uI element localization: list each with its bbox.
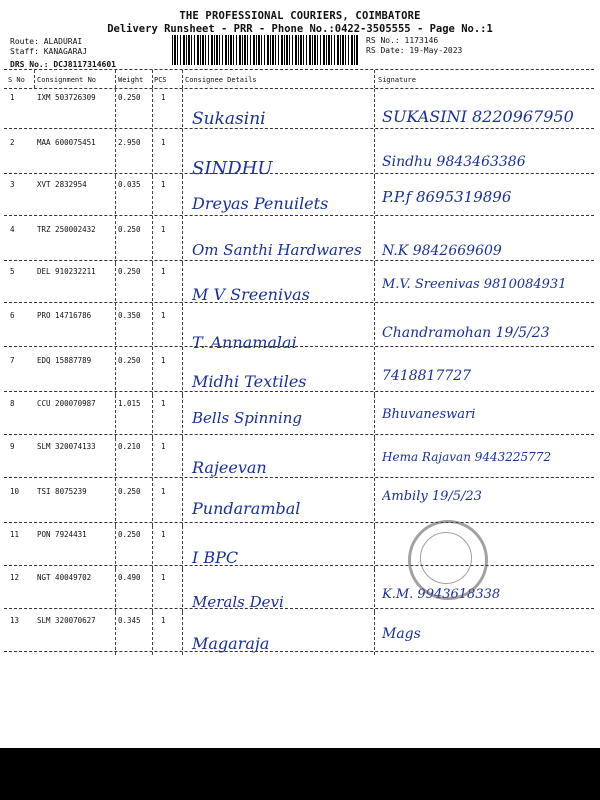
row-pcs: 1 — [161, 138, 166, 147]
row-consignee: Magaraja — [192, 634, 270, 653]
col-header-weight: Weight — [118, 76, 144, 84]
col-divider — [182, 89, 183, 132]
row-consignee: Sukasini — [192, 109, 266, 129]
company-title: THE PROFESSIONAL COURIERS, COIMBATORE — [179, 10, 421, 22]
col-divider — [182, 483, 183, 526]
col-divider — [374, 352, 375, 395]
row-weight: 0.250 — [118, 225, 141, 234]
row-consignee: M V Sreenivas — [192, 285, 310, 304]
col-divider — [374, 221, 375, 264]
route-label: Route: ALADURAI — [10, 37, 83, 46]
header-rule-bottom — [4, 88, 594, 89]
row-pcs: 1 — [161, 267, 166, 276]
col-divider — [152, 176, 153, 219]
col-header-pcs: PCS — [154, 76, 167, 84]
row-signature: K.M. 9943618338 — [382, 587, 501, 602]
row-weight: 0.250 — [118, 356, 141, 365]
col-divider — [374, 263, 375, 306]
col-divider — [115, 89, 116, 132]
row-consignment-no: PON 7924431 — [37, 530, 87, 539]
row-consignment-no: SLM 320074133 — [37, 442, 96, 451]
row-consignment-no: TRZ 250002432 — [37, 225, 96, 234]
col-divider — [115, 483, 116, 526]
row-weight: 1.015 — [118, 399, 141, 408]
row-sno: 5 — [10, 267, 15, 276]
row-weight: 2.950 — [118, 138, 141, 147]
col-divider — [182, 70, 183, 88]
row-sno: 6 — [10, 311, 15, 320]
row-signature: P.P.f 8695319896 — [382, 188, 512, 206]
row-weight: 0.250 — [118, 530, 141, 539]
col-divider — [152, 263, 153, 306]
col-divider — [374, 89, 375, 132]
row-consignment-no: NGT 40049702 — [37, 573, 92, 582]
col-header-consignee: Consignee Details — [185, 76, 257, 84]
row-consignment-no: SLM 320070627 — [37, 616, 96, 625]
row-consignee: Midhi Textiles — [192, 372, 307, 391]
row-divider — [4, 565, 594, 566]
row-weight: 0.035 — [118, 180, 141, 189]
row-weight: 0.345 — [118, 616, 141, 625]
col-header-signature: Signature — [378, 76, 416, 84]
row-signature: Chandramohan 19/5/23 — [382, 325, 550, 341]
row-weight: 0.210 — [118, 442, 141, 451]
col-divider — [374, 307, 375, 350]
row-divider — [4, 215, 594, 216]
drs-number: DRS No.: DCJ8117314601 — [10, 60, 116, 69]
col-divider — [115, 307, 116, 350]
row-weight: 0.490 — [118, 573, 141, 582]
row-divider — [4, 260, 594, 261]
row-sno: 12 — [10, 573, 20, 582]
row-pcs: 1 — [161, 225, 166, 234]
col-divider — [115, 395, 116, 438]
col-divider — [182, 612, 183, 655]
row-divider — [4, 651, 594, 652]
row-consignee: Om Santhi Hardwares — [192, 241, 362, 259]
col-divider — [374, 176, 375, 219]
row-signature: M.V. Sreenivas 9810084931 — [382, 277, 567, 292]
row-weight: 0.250 — [118, 93, 141, 102]
col-divider — [182, 134, 183, 177]
scan-edge — [0, 748, 600, 800]
col-divider — [374, 134, 375, 177]
col-divider — [115, 176, 116, 219]
row-signature: N.K 9842669609 — [382, 243, 502, 259]
col-divider — [152, 395, 153, 438]
col-divider — [115, 352, 116, 395]
row-divider — [4, 302, 594, 303]
col-divider — [152, 483, 153, 526]
col-divider — [152, 526, 153, 569]
row-sno: 8 — [10, 399, 15, 408]
row-signature: Mags — [382, 626, 421, 642]
col-divider — [182, 263, 183, 306]
row-consignee: T. Annamalai — [192, 333, 297, 352]
rubber-stamp — [408, 520, 488, 600]
col-divider — [182, 307, 183, 350]
col-divider — [152, 221, 153, 264]
col-divider — [374, 612, 375, 655]
row-pcs: 1 — [161, 530, 166, 539]
col-divider — [374, 569, 375, 612]
row-sno: 9 — [10, 442, 15, 451]
row-sno: 2 — [10, 138, 15, 147]
row-divider — [4, 434, 594, 435]
row-pcs: 1 — [161, 442, 166, 451]
row-consignee: SINDHU — [192, 158, 273, 179]
row-signature: Bhuvaneswari — [382, 407, 476, 422]
col-header-consignment: Consignment No — [37, 76, 97, 84]
row-consignee: Bells Spinning — [192, 409, 303, 427]
runsheet-subtitle: Delivery Runsheet - PRR - Phone No.:0422-3505555 - Page No.:1 — [107, 23, 493, 35]
row-signature: Sindhu 9843463386 — [382, 154, 526, 170]
row-consignee: Pundarambal — [192, 499, 301, 518]
col-divider — [152, 70, 153, 88]
row-consignee: Rajeevan — [192, 458, 267, 477]
row-pcs: 1 — [161, 399, 166, 408]
row-divider — [4, 522, 594, 523]
col-divider — [152, 612, 153, 655]
row-consignment-no: MAA 600075451 — [37, 138, 96, 147]
col-divider — [182, 221, 183, 264]
row-consignee: I BPC — [192, 548, 239, 567]
row-consignment-no: EDQ 15887789 — [37, 356, 92, 365]
row-pcs: 1 — [161, 93, 166, 102]
row-signature: SUKASINI 8220967950 — [382, 107, 574, 126]
col-divider — [152, 438, 153, 481]
row-signature: 7418817727 — [382, 368, 472, 384]
row-consignment-no: PRO 14716786 — [37, 311, 92, 320]
col-divider — [34, 70, 35, 88]
col-header-sno: S No — [8, 76, 25, 84]
row-consignment-no: XVT 2832954 — [37, 180, 87, 189]
col-divider — [152, 307, 153, 350]
col-divider — [374, 395, 375, 438]
col-divider — [374, 438, 375, 481]
rs-date: RS Date: 19-May-2023 — [366, 46, 463, 55]
row-pcs: 1 — [161, 573, 166, 582]
col-divider — [182, 352, 183, 395]
col-divider — [374, 70, 375, 88]
col-divider — [374, 483, 375, 526]
col-divider — [182, 395, 183, 438]
col-divider — [152, 569, 153, 612]
col-divider — [182, 176, 183, 219]
row-consignee: Merals Devi — [192, 593, 284, 611]
col-divider — [152, 352, 153, 395]
col-divider — [152, 89, 153, 132]
row-divider — [4, 608, 594, 609]
row-pcs: 1 — [161, 356, 166, 365]
header-rule-top — [4, 69, 594, 70]
col-divider — [182, 438, 183, 481]
row-pcs: 1 — [161, 487, 166, 496]
row-sno: 11 — [10, 530, 20, 539]
row-sno: 7 — [10, 356, 15, 365]
row-divider — [4, 346, 594, 347]
row-signature: Hema Rajavan 9443225772 — [382, 450, 552, 464]
col-divider — [374, 526, 375, 569]
row-signature: Ambily 19/5/23 — [382, 489, 482, 504]
rs-number: RS No.: 1173146 — [366, 36, 439, 45]
col-divider — [115, 526, 116, 569]
row-pcs: 1 — [161, 311, 166, 320]
row-sno: 13 — [10, 616, 20, 625]
row-divider — [4, 391, 594, 392]
barcode — [172, 35, 358, 65]
row-pcs: 1 — [161, 180, 166, 189]
row-weight: 0.250 — [118, 267, 141, 276]
row-consignee: Dreyas Penuilets — [192, 194, 329, 213]
col-divider — [115, 438, 116, 481]
col-divider — [182, 569, 183, 612]
col-divider — [115, 569, 116, 612]
col-divider — [115, 221, 116, 264]
row-sno: 4 — [10, 225, 15, 234]
row-sno: 10 — [10, 487, 20, 496]
col-divider — [115, 263, 116, 306]
staff-label: Staff: KANAGARAJ — [10, 47, 88, 56]
row-weight: 0.250 — [118, 487, 141, 496]
col-divider — [115, 612, 116, 655]
col-divider — [152, 134, 153, 177]
row-sno: 3 — [10, 180, 15, 189]
row-consignment-no: IXM 503726309 — [37, 93, 96, 102]
row-pcs: 1 — [161, 616, 166, 625]
row-consignment-no: CCU 200070987 — [37, 399, 96, 408]
row-sno: 1 — [10, 93, 15, 102]
row-divider — [4, 128, 594, 129]
row-consignment-no: TSI 8075239 — [37, 487, 87, 496]
row-consignment-no: DEL 910232211 — [37, 267, 96, 276]
row-weight: 0.350 — [118, 311, 141, 320]
col-divider — [115, 134, 116, 177]
col-divider — [115, 70, 116, 88]
col-divider — [182, 526, 183, 569]
row-divider — [4, 477, 594, 478]
row-divider — [4, 173, 594, 174]
